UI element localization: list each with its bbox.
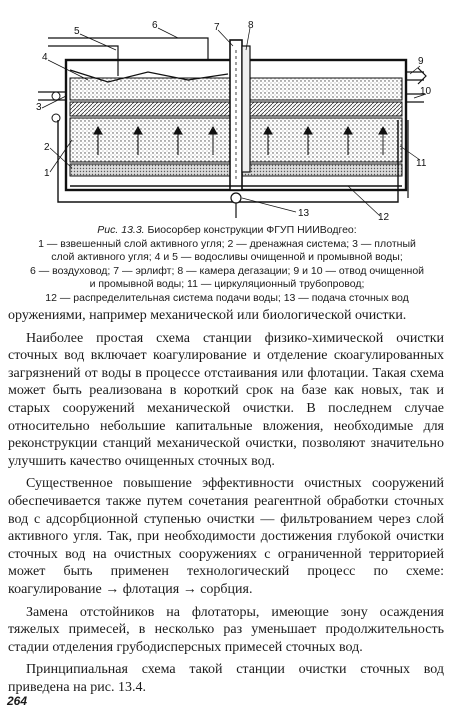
figure-label-6: 6 [152, 20, 158, 31]
figure-label-4: 4 [42, 52, 48, 63]
page-number: 264 [7, 694, 28, 708]
figure-label-1: 1 [44, 168, 50, 179]
caption-legend-line: слой активного угля; 4 и 5 — водосливы очищенной и промывной воды; [51, 251, 403, 264]
figure-caption [8, 224, 446, 306]
figure-label-8: 8 [248, 20, 254, 31]
right-upper-layer [242, 78, 402, 100]
biosorber-diagram [28, 20, 432, 223]
body-text [8, 307, 444, 696]
right-drainage [242, 164, 402, 176]
left-drainage [70, 164, 230, 176]
right-dense-layer [242, 102, 402, 116]
paragraph: Принципиальная схема такой станции очистки сточных вод приведена на рис. 13.4. [8, 662, 444, 695]
figure-label-5: 5 [74, 26, 80, 37]
caption-legend-line: 12 — распределительная система подачи воды; 13 — подача сточных вод [45, 291, 409, 304]
figure-label-2: 2 [44, 142, 50, 153]
caption-title-text: Биосорбер конструкции ФГУП НИИВодгео: [144, 224, 357, 236]
caption-legend-line: 6 — воздуховод; 7 — эрлифт; 8 — камера дегазации; 9 и 10 — отвод очищенной [29, 264, 425, 277]
paragraph: оружениями, например механической или биологической очистки. [8, 308, 407, 323]
caption-prefix: Рис. 13.3. [97, 224, 145, 236]
right-suspended-layer [242, 118, 402, 162]
sewage-inlet [231, 193, 241, 203]
figure-label-13: 13 [298, 208, 310, 219]
air-duct [48, 38, 208, 60]
figure-label-9: 9 [418, 56, 424, 67]
figure-label-12: 12 [378, 212, 390, 223]
figure-label-11: 11 [416, 158, 427, 169]
caption-legend-line: 1 — взвешенный слой активного угля; 2 — дренажная система; 3 — плотный [38, 237, 416, 250]
caption-title [8, 224, 446, 238]
left-dense-layer [70, 102, 230, 116]
figure-label-10: 10 [420, 86, 432, 97]
outlet-9 [406, 72, 424, 80]
caption-legend-line: и промывной воды; 11 — циркуляционный трубопровод; [89, 278, 365, 291]
figure-label-3: 3 [36, 102, 42, 113]
left-suspended-layer [70, 118, 230, 162]
figure-label-7: 7 [214, 22, 220, 33]
paragraph: Существенное повышение эффективности очистных сооружений обеспечивается также путем сочетания реагентной обработки сточных вод с адсорбционной ступенью очистки — фильтрованием через слой активного угля. Так, при необходимости достижения глубокой очистки сточных вод на очистных сооружениях с ограниченной территорией может быть применен технологический процесс по схеме: коагулирование → флотация → сорбция. [8, 476, 444, 597]
paragraph: Наиболее простая схема станции физико-химической очистки сточных вод включает коагулирование и отделение скоагулированных загрязнений от воды в процессе отстаивания или флотации. Такая схема может быть реализована в короткий срок на базе как новых, так и старых сооружений механической очистки. В последнем случае относительно небольшие капитальные вложения, необходимые для реконструкции станций механической очистки, позволяют значительно улучшить качество очищенных сточных вод. [8, 330, 444, 469]
paragraph: Замена отстойников на флотаторы, имеющие зону осаждения тяжелых примесей, в несколько раз уменьшает продолжительность стадии отделения грубодисперсных примесей сточных вод. [8, 604, 444, 655]
left-upper-layer [70, 78, 230, 100]
degas-chamber [242, 46, 250, 172]
